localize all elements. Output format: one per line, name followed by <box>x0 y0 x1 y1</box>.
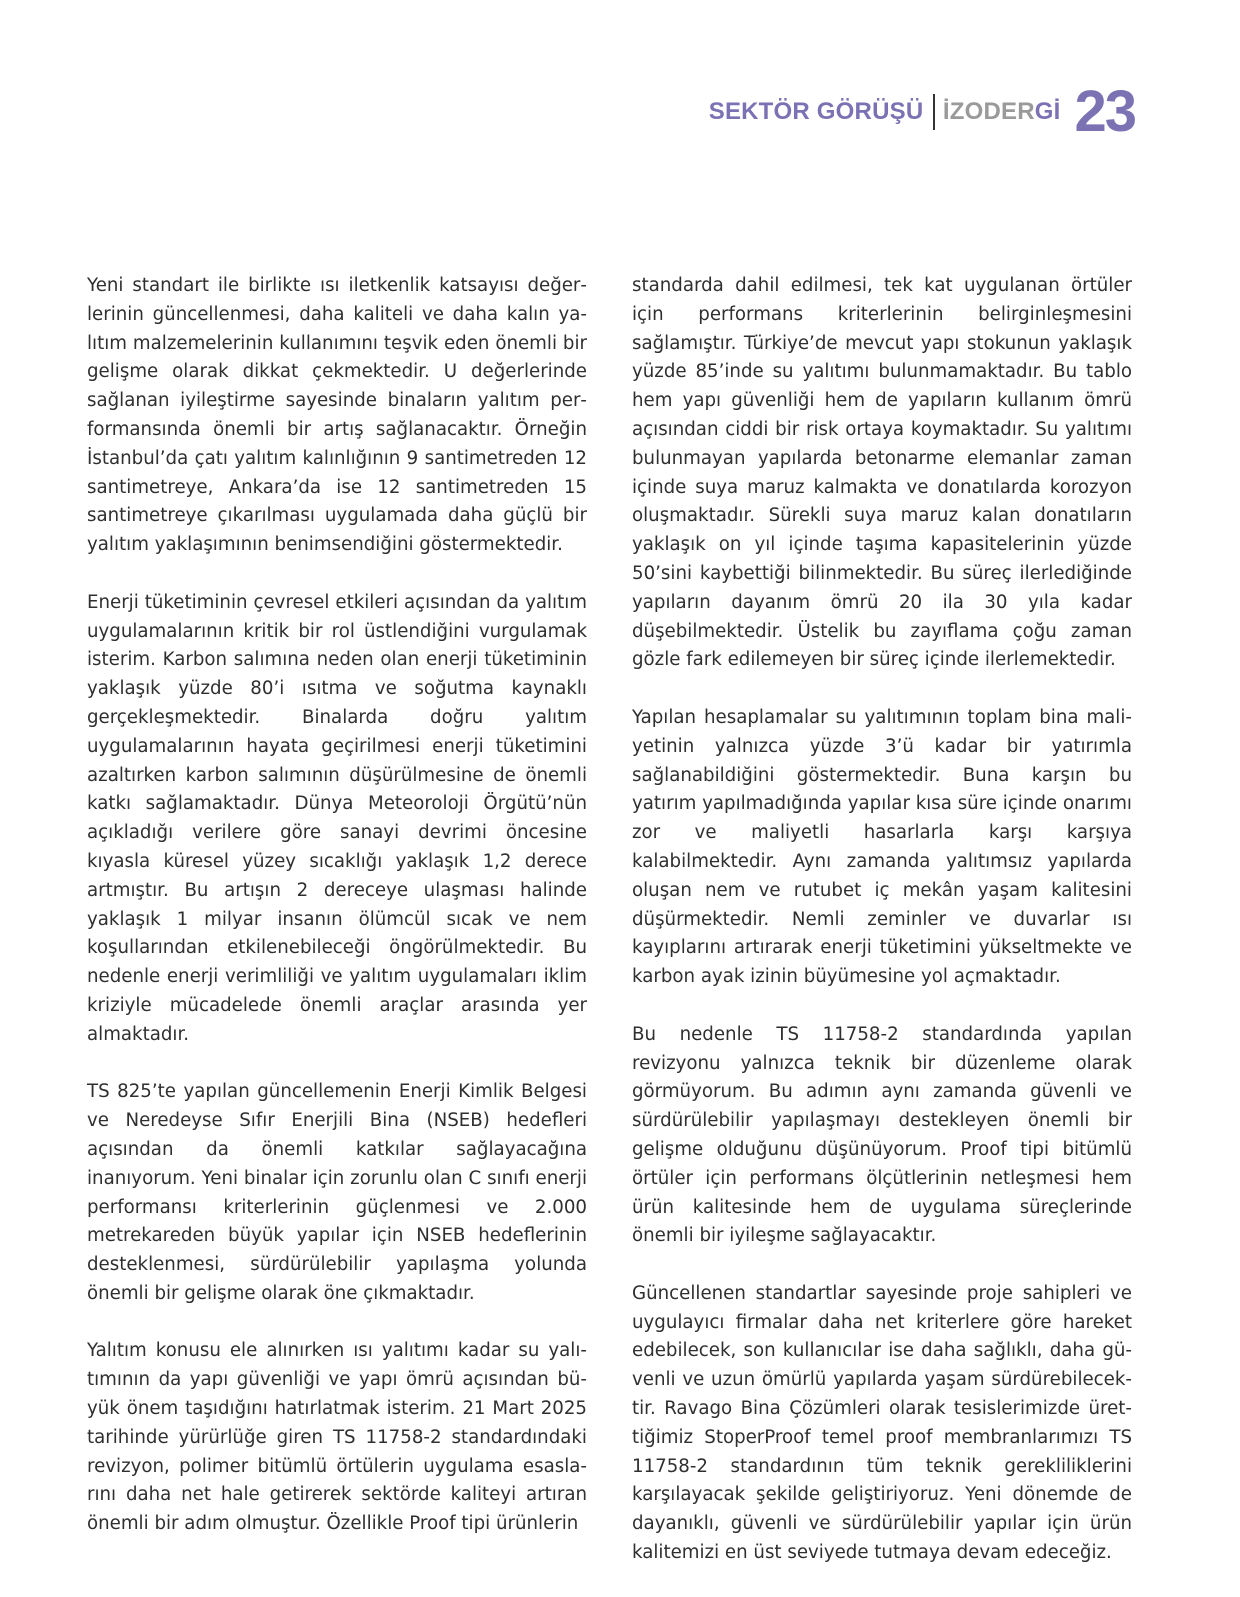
header-divider <box>933 94 935 130</box>
right-column <box>632 272 1132 1597</box>
paragraph: Yapılan hesaplamalar su yalıtımının toplam bina maliyetinin yalnızca yüzde 3’ü kadar bir yatırımla sağlanabildiğini göstermektedir. Buna karşın bu yatırım yapılmadığında yapılar kısa süre içinde onarımı zor ve maliyetli hasarlarla karşı karşıya kalabilmektedir. Aynı zamanda yalıtımsız yapılarda oluşan nem ve rutubet iç mekân yaşam kalitesini düşürmektedir. Nemli zeminler ve duvarlar ısı kayıplarını artırarak enerji tüketimini yükseltmekte ve karbon ayak izinin büyümesine yol açmaktadır. <box>632 706 1132 988</box>
page-header <box>708 79 1135 144</box>
paragraph: Enerji tüketiminin çevresel etkileri açısından da yalıtım uygulamalarının kritik bir rol üstlendiğini vurgulamak isterim. Karbon salımına neden olan enerji tüketiminin yaklaşık yüzde 80’i ısıtma ve soğutma kaynaklı gerçekleşmektedir. Binalarda doğru yalıtım uygulamalarının hayata geçirilmesi enerji tüketimini azaltırken karbon salımının düşürülmesine de önemli katkı sağlamaktadır. Dünya Meteoroloji Örgütü’nün açıkladığı verilere göre sanayi devrimi öncesine kıyasla küresel yüzey sıcaklığı yaklaşık 1,2 derece artmıştır. Bu artışın 2 dereceye ulaşması halinde yaklaşık 1 milyar insanın ölümcül sıcak ve nem koşullarından etkilenebileceği öngörülmektedir. Bu nedenle enerji verimliliği ve yalıtım uygulamaları iklim kriziyle mücadelede önemli araçlar arasında yer almaktadır. <box>87 591 587 1045</box>
paragraph: Yalıtım konusu ele alınırken ısı yalıtımı kadar su yalıtımının da yapı güvenliği ve yapı ömrü açısından büyük önem taşıdığını hatırlatmak isterim. 21 Mart 2025 tarihinde yürürlüğe giren TS 11758-2 standardındaki revizyon, polimer bitümlü örtülerin uygulama esaslarını daha net hale getirerek sektörde kaliteyi artıran önemli bir adım olmuştur. Özellikle Proof tipi ürünlerin <box>87 1340 587 1535</box>
paragraph: standarda dahil edilmesi, tek kat uygulanan örtüler için performans kriterlerinin belirginleşmesini sağlamıştır. Türkiye’de mevcut yapı stokunun yaklaşık yüzde 85’inde su yalıtımı bulunmamaktadır. Bu tablo hem yapı güvenliği hem de yapıların kullanım ömrü açısından ciddi bir risk ortaya koymaktadır. Su yalıtımı bulunmayan yapılarda betonarme elemanlar zaman içinde suya maruz kalmakta ve donatılarda korozyon oluşmaktadır. Sürekli suya maruz kalan donatıların yaklaşık on yıl içinde taşıma kapasitelerinin yüzde 50’sini kaybettiği bilinmektedir. Bu süreç ilerlediğinde yapıların dayanım ömrü 20 ila 30 yıla kadar düşebilmektedir. Üstelik bu zayıflama çoğu zaman gözle fark edilemeyen bir süreç içinde ilerlemektedir. <box>632 275 1132 671</box>
paragraph: Güncellenen standartlar sayesinde proje sahipleri ve uygulayıcı firmalar daha net kriterlere göre hareket edebilecek, son kullanıcılar ise daha sağlıklı, daha güvenli ve uzun ömürlü yapılarda yaşam sürdürebilecektir. Ravago Bina Çözümleri olarak tesislerimizde ürettiğimiz StoperProof temel proof membranlarımızı TS 11758-2 standardının tüm teknik gerekliliklerini karşılayacak şekilde geliştiriyoruz. Yeni dönemde de dayanıklı, güvenli ve sürdürülebilir yapılar için ürün kalitemizi en üst seviyede tutmaya devam edeceğiz. <box>632 1282 1132 1564</box>
paragraph: Bu nedenle TS 11758-2 standardında yapılan revizyonu yalnızca teknik bir düzenleme olarak görmüyorum. Bu adımın aynı zamanda güvenli ve sürdürülebilir yapılaşmayı destekleyen önemli bir gelişme olduğunu düşünüyorum. Proof tipi bitümlü örtüler için performans ölçütlerinin netleşmesi hem ürün kalitesinde hem de uygulama süreçlerinde önemli bir iyileşme sağlayacaktır. <box>632 1023 1132 1247</box>
magazine-name-accent: Gİ <box>1034 98 1061 125</box>
left-column <box>87 272 587 1568</box>
paragraph: Yeni standart ile birlikte ısı iletkenlik katsayısı değerlerinin güncellenmesi, daha kaliteli ve daha kalın yalıtım malzemelerinin kullanımını teşvik eden önemli bir gelişme olarak dikkat çekmektedir. U değerlerinde sağlanan iyileştirme sayesinde binaların yalıtım performansında önemli bir artış sağlanacaktır. Örneğin İstanbul’da çatı yalıtım kalınlığının 9 santimetreden 12 santimetreye, Ankara’da ise 12 santimetreden 15 santimetreye çıkarılması uygulamada daha güçlü bir yalıtım yaklaşımının benimsendiğini göstermektedir. <box>87 275 587 556</box>
page-number: 23 <box>1074 79 1135 144</box>
section-title: SEKTÖR GÖRÜŞÜ <box>708 98 924 125</box>
magazine-name <box>943 98 1061 126</box>
paragraph: TS 825’te yapılan güncellemenin Enerji Kimlik Belgesi ve Neredeyse Sıfır Enerjili Bina (NSEB) hedefleri açısından da önemli katkılar sağlayacağına inanıyorum. Yeni binalar için zorunlu olan C sınıfı enerji performansı kriterlerinin güçlenmesi ve 2.000 metrekareden büyük yapılar için NSEB hedeflerinin desteklenmesi, sürdürülebilir yapılaşma yolunda önemli bir gelişme olarak öne çıkmaktadır. <box>87 1081 587 1304</box>
magazine-name-gray: İZODER <box>942 98 1035 125</box>
